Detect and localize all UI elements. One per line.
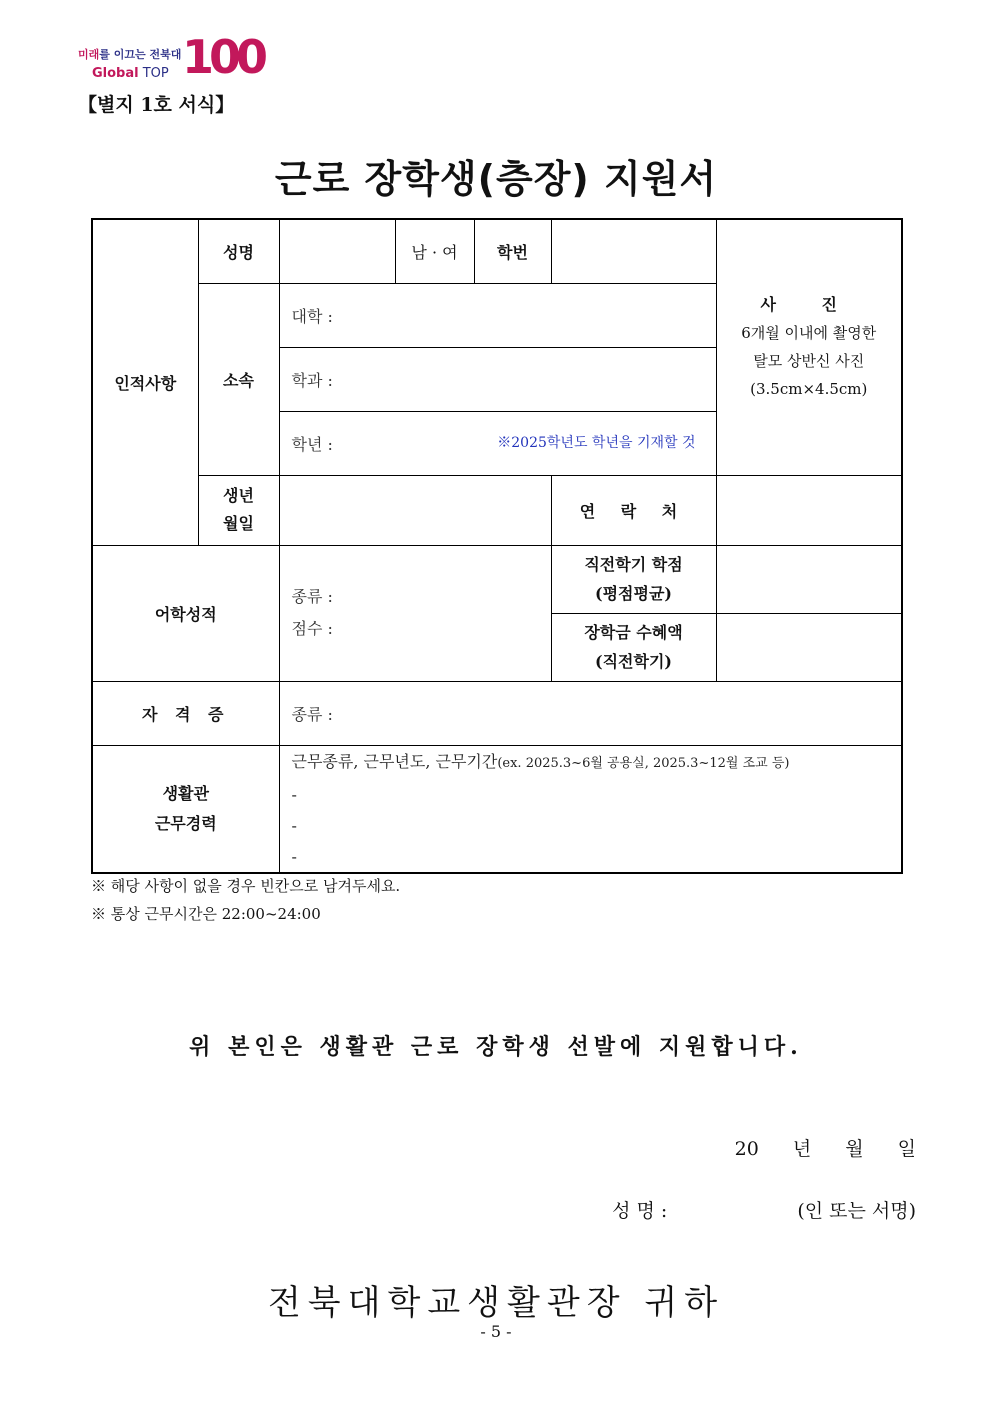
page-number: - 5 -	[480, 1322, 512, 1341]
signature-line	[612, 1196, 916, 1223]
student-id-field[interactable]	[551, 219, 716, 283]
dorm-career-label-line1: 생활관	[162, 783, 209, 803]
grade-field[interactable]	[279, 411, 716, 475]
career-header-text: 근무종류, 근무년도, 근무기간	[291, 751, 498, 771]
student-id-label: 학번	[474, 219, 551, 283]
dorm-career-label	[92, 745, 279, 873]
dorm-career-label-line2: 근무경력	[154, 813, 217, 833]
gpa-field[interactable]	[716, 545, 902, 613]
gpa-label-line1: 직전학기 학점	[584, 555, 683, 574]
declaration: 위 본인은 생활관 근로 장학생 선발에 지원합니다.	[189, 1034, 803, 1060]
grade-note: ※2025학년도 학년을 기재할 것	[497, 434, 696, 451]
logo-global-top: Global TOP	[92, 66, 169, 81]
affiliation-label: 소속	[198, 283, 279, 475]
name-label: 성명	[198, 219, 279, 283]
application-form-table	[91, 218, 903, 874]
document-title: 근로 장학생(층장) 지원서	[274, 157, 718, 201]
career-line[interactable]: -	[291, 815, 297, 835]
certificate-label: 자 격 증	[92, 681, 279, 745]
language-score-label: 어학성적	[92, 545, 279, 681]
birthdate-field[interactable]	[279, 475, 551, 545]
language-score-field[interactable]	[279, 545, 551, 681]
logo-100: 100	[182, 30, 264, 84]
birthdate-label-line1: 생년	[223, 486, 254, 505]
language-score-value-label: 점수 :	[291, 619, 333, 638]
personal-info-label: 인적사항	[92, 219, 198, 545]
grade-label: 학년 :	[291, 434, 333, 454]
photo-instruction-1: 6개월 이내에 촬영한	[741, 324, 877, 343]
career-line[interactable]: -	[291, 784, 297, 804]
scholarship-label-line1: 장학금 수혜액	[584, 623, 683, 642]
career-example: (ex. 2025.3~6월 공용실, 2025.3~12월 조교 등)	[497, 755, 790, 771]
college-field[interactable]: 대학 :	[279, 283, 716, 347]
scholarship-label	[551, 613, 716, 681]
birthdate-label	[198, 475, 279, 545]
career-header	[292, 746, 902, 779]
scholarship-label-line2: (직전학기)	[595, 652, 672, 671]
signature-note: (인 또는 서명)	[797, 1200, 916, 1222]
gpa-label	[551, 545, 716, 613]
department-field[interactable]: 학과 :	[279, 347, 716, 411]
gender-field[interactable]: 남 · 여	[395, 219, 474, 283]
photo-instruction-2: 탈모 상반신 사진	[753, 352, 865, 371]
university-logo	[78, 30, 264, 88]
photo-size: (3.5cm×4.5cm)	[750, 380, 868, 399]
photo-box[interactable]	[716, 219, 902, 475]
certificate-field[interactable]: 종류 :	[279, 681, 902, 745]
form-number: 【별지 1호 서식】	[78, 94, 235, 116]
signature-label: 성 명 :	[612, 1200, 668, 1222]
dorm-career-field[interactable]	[279, 745, 902, 873]
note-blank: ※ 해당 사항이 없을 경우 빈칸으로 남겨두세요.	[91, 877, 401, 895]
name-field[interactable]	[279, 219, 395, 283]
photo-title: 사 진	[760, 295, 857, 315]
contact-label: 연 락 처	[551, 475, 716, 545]
gpa-label-line2: (평점평균)	[595, 584, 672, 603]
recipient: 전북대학교생활관장 귀하	[267, 1283, 725, 1323]
contact-field[interactable]	[716, 475, 902, 545]
birthdate-label-line2: 월일	[223, 514, 254, 533]
career-line[interactable]: -	[291, 846, 297, 866]
form-notes	[91, 872, 400, 928]
scholarship-field[interactable]	[716, 613, 902, 681]
date-line: 20 년 월 일	[734, 1138, 916, 1160]
logo-slogan: 미래를 이끄는 전북대	[78, 48, 182, 61]
language-type-label: 종류 :	[291, 587, 333, 606]
note-work-hours: ※ 통상 근무시간은 22:00~24:00	[91, 905, 321, 923]
